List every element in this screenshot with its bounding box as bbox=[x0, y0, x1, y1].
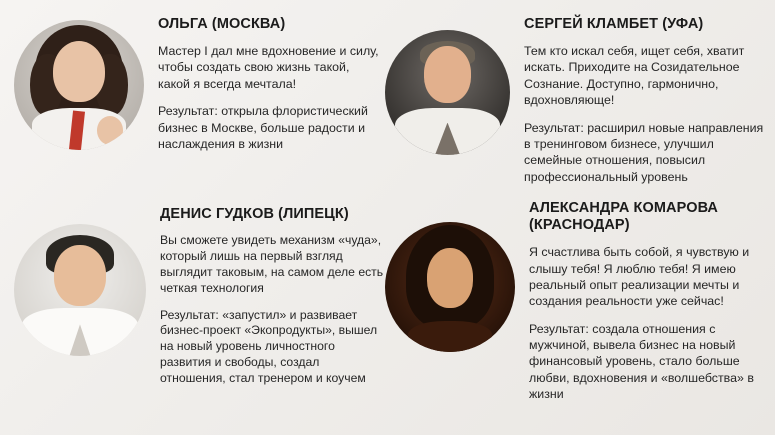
testimonial-content-aleksandra bbox=[529, 190, 767, 403]
testimonial-result-aleksandra: Результат: создала отношения с мужчиной, вывела бизнес на новый финансовый уровень, стало больше любви, вдохновения и «волшебства» в жизни bbox=[529, 321, 754, 402]
testimonial-quote-aleksandra: Я счастлива быть собой, я чувствую и слышу тебя! Я люблю тебя! Я имею реальный опыт реализации мечты и создания реальности уже сейчас! bbox=[529, 245, 750, 309]
portrait-aleksandra-photo bbox=[385, 222, 515, 352]
testimonial-quote-olga: Мастер I дал мне вдохновение и силу, чтобы создать свою жизнь такой, какой я всегда мечтала! bbox=[158, 44, 379, 91]
testimonial-quote-denis: Вы сможете увидеть механизм «чуда», который лишь на первый взгляд выглядит таковым, на самом деле есть четкая технология bbox=[160, 233, 384, 295]
portrait-olga-photo bbox=[14, 20, 144, 150]
testimonial-quote-sergey: Тем кто искал себя, ищет себя, хватит искать. Приходите на Созидательное Сознание. Доступно, гармонично, вдохновляюще! bbox=[524, 44, 745, 108]
testimonial-content-olga bbox=[158, 6, 384, 152]
portrait-denis-photo bbox=[14, 224, 146, 356]
testimonial-result-sergey: Результат: расширил новые направления в тренинговом бизнесе, улучшил семейные отношения, повысил профессиональный уровень bbox=[524, 120, 764, 184]
testimonial-card-denis bbox=[14, 196, 384, 387]
testimonial-card-aleksandra bbox=[385, 190, 767, 403]
testimonial-content-sergey bbox=[524, 6, 767, 185]
testimonial-result-olga: Результат: открыла флористический бизнес в Москве, больше радости и наслаждения в жизни bbox=[158, 104, 368, 151]
testimonial-card-olga bbox=[14, 6, 384, 152]
testimonial-name-sergey: СЕРГЕЙ КЛАМБЕТ (УФА) bbox=[524, 16, 704, 32]
testimonial-card-sergey bbox=[385, 6, 767, 185]
testimonial-name-olga: ОЛЬГА (МОСКВА) bbox=[158, 16, 286, 32]
testimonial-result-denis: Результат: «запустил» и развивает бизнес-проект «Экопродукты», вышел на новый уровень личностного развития и свободы, создал отношения, стал тренером и коучем bbox=[160, 307, 378, 385]
testimonial-name-denis: ДЕНИС ГУДКОВ (ЛИПЕЦК) bbox=[160, 206, 349, 222]
portrait-sergey-photo bbox=[385, 30, 510, 155]
testimonial-content-denis bbox=[160, 196, 384, 387]
testimonial-name-aleksandra: АЛЕКСАНДРА КОМАРОВА (КРАСНОДАР) bbox=[529, 200, 718, 234]
